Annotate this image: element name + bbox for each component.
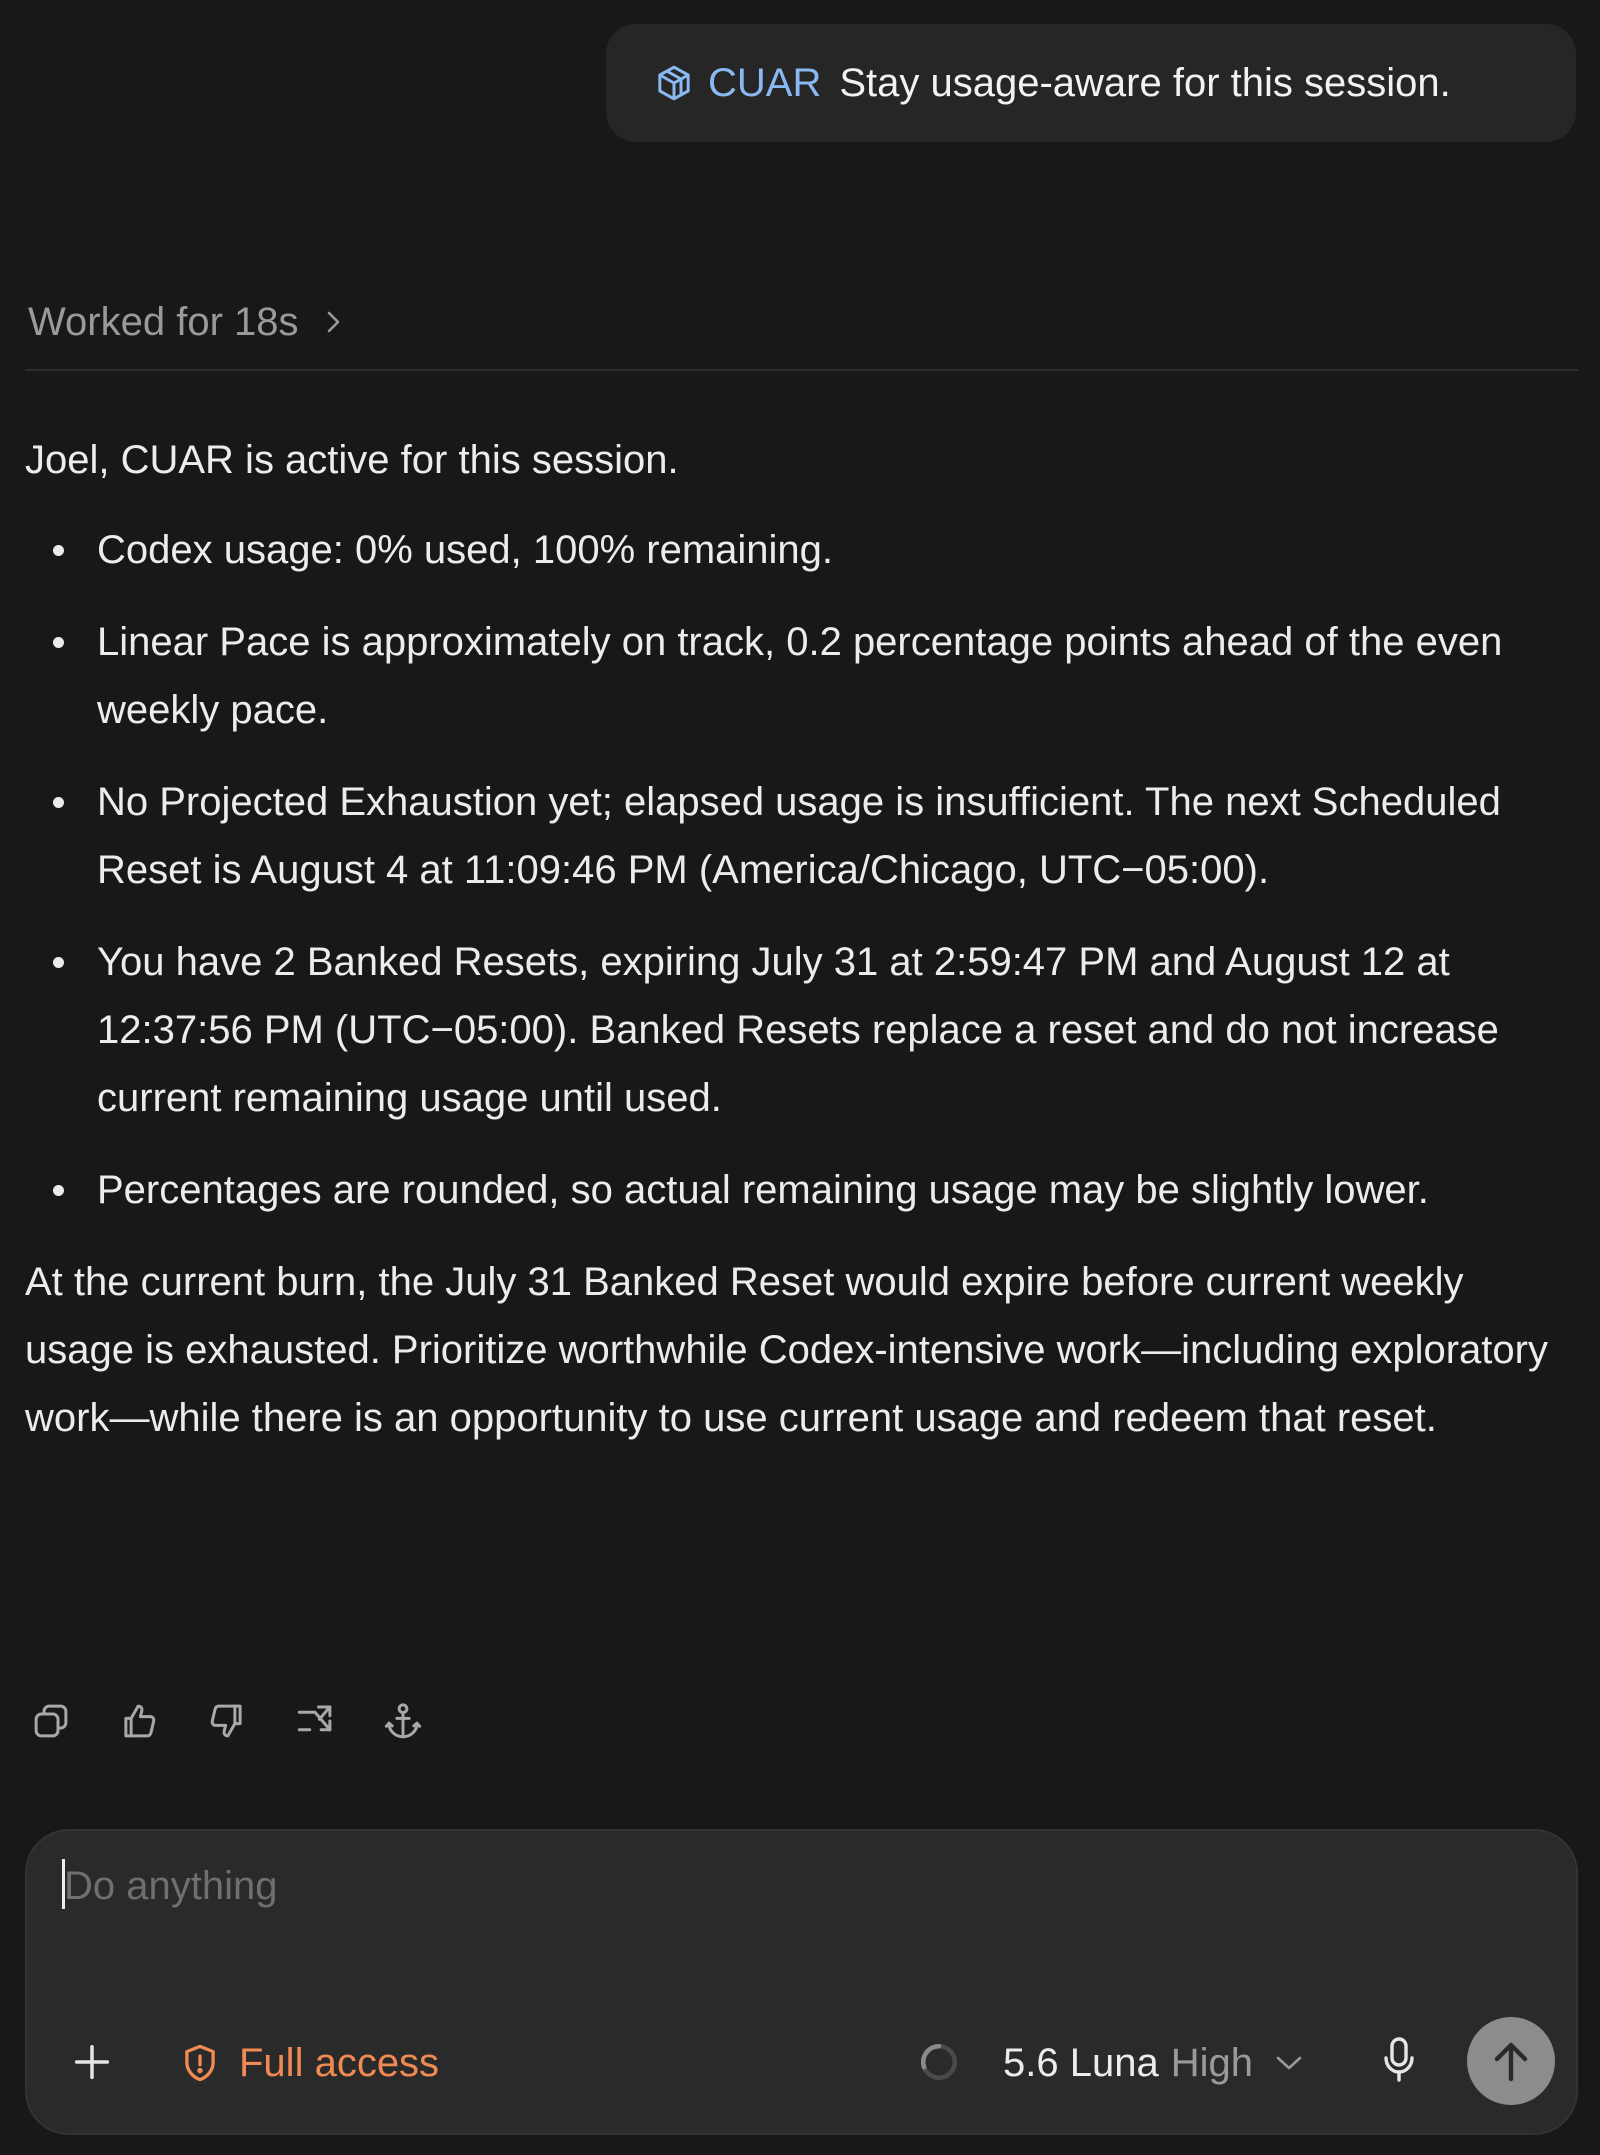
skill-name: CUAR (708, 60, 822, 105)
composer (25, 1829, 1578, 2135)
thumbs-down-icon[interactable] (206, 1700, 248, 1742)
cube-icon (654, 63, 694, 103)
copy-icon[interactable] (30, 1700, 72, 1742)
list-item: Codex usage: 0% used, 100% remaining. (97, 516, 1578, 584)
worked-for-label: Worked for 18s (28, 299, 299, 344)
chevron-down-icon (1273, 2052, 1305, 2074)
response-intro: Joel, CUAR is active for this session. (25, 438, 679, 482)
message-actions (30, 1700, 424, 1742)
list-item: Percentages are rounded, so actual remaining usage may be slightly lower. (97, 1156, 1578, 1224)
list-item: Linear Pace is approximately on track, 0.2 percentage points ahead of the even weekly pace. (97, 608, 1578, 744)
loading-spinner-icon (918, 2041, 960, 2083)
user-message-text: Stay usage-aware for this session. (839, 60, 1451, 105)
microphone-button[interactable] (1379, 2035, 1419, 2087)
worked-for-toggle[interactable] (28, 296, 345, 348)
send-button[interactable] (1467, 2017, 1555, 2105)
model-selector[interactable] (1003, 2035, 1305, 2091)
text-caret (62, 1859, 65, 1909)
divider (25, 369, 1578, 371)
prompt-input[interactable] (62, 1855, 1526, 1917)
reasoning-effort: High (1170, 2040, 1253, 2085)
access-level-label: Full access (239, 2040, 440, 2085)
shield-alert-icon (179, 2042, 221, 2084)
response-bullet-list (25, 516, 1578, 1224)
assistant-response (25, 426, 1578, 1452)
list-item: You have 2 Banked Resets, expiring July 31 at 2:59:47 PM and August 12 at 12:37:56 PM (UTC−05:00). Banked Resets replace a reset and do not increase current remaining usage until used. (97, 928, 1578, 1132)
thumbs-up-icon[interactable] (118, 1700, 160, 1742)
list-item: No Projected Exhaustion yet; elapsed usage is insufficient. The next Scheduled Reset is August 4 at 11:09:46 PM (America/Chicago, UTC−05:00). (97, 768, 1578, 904)
composer-toolbar (27, 2017, 1576, 2107)
chevron-right-icon (323, 307, 345, 337)
arrow-up-icon (1491, 2039, 1531, 2083)
response-closing: At the current burn, the July 31 Banked Reset would expire before current weekly usage is exhausted. Prioritize worthwhile Codex-intensive work—including exploratory work—while there is an opportunity to use current usage and redeem that reset. (25, 1260, 1548, 1440)
anchor-icon[interactable] (382, 1700, 424, 1742)
add-attachment-button[interactable] (69, 2039, 115, 2085)
user-message-bubble (606, 24, 1576, 142)
fork-icon[interactable] (294, 1700, 336, 1742)
model-name: 5.6 Luna (1003, 2040, 1159, 2085)
access-level-button[interactable] (179, 2035, 439, 2091)
